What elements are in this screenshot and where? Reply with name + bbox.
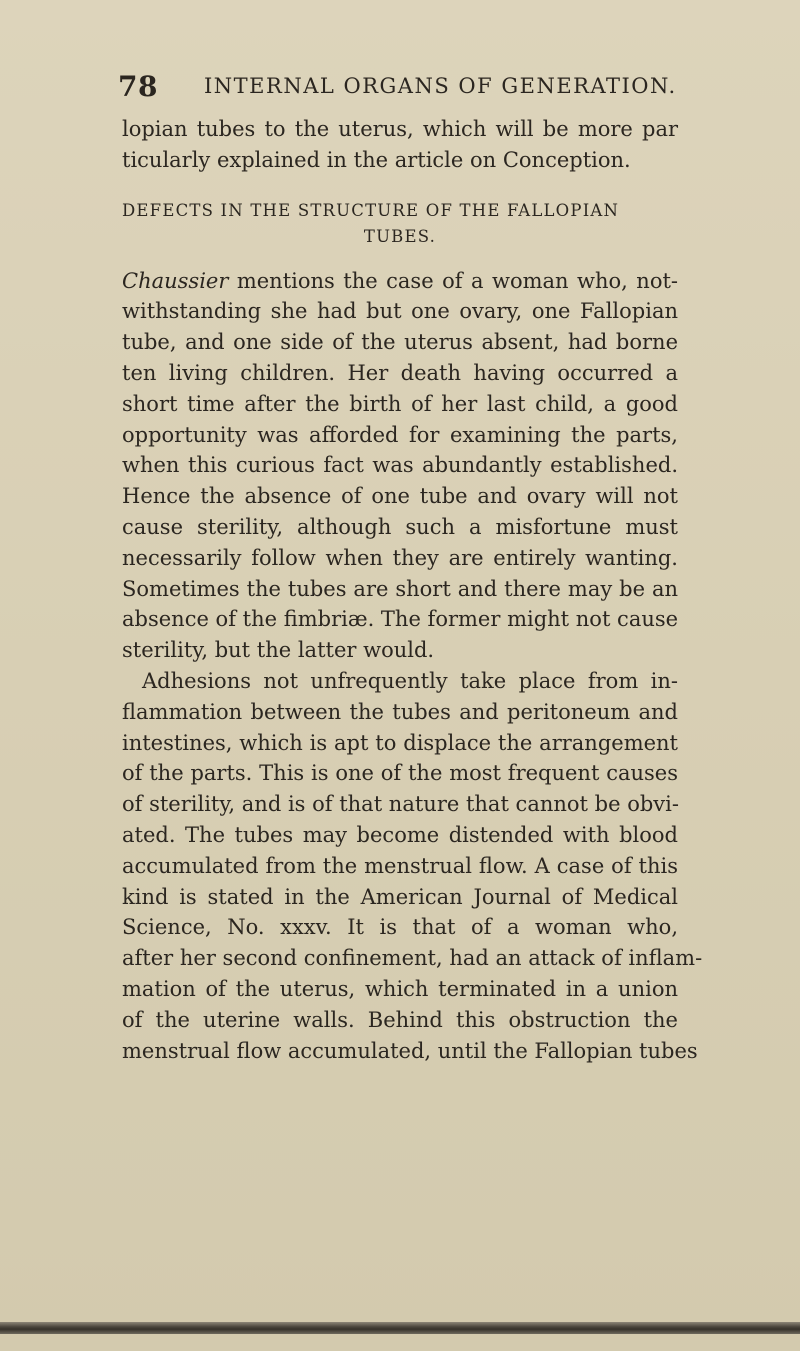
text-line: necessarily follow when they are entirely wanting. xyxy=(122,545,678,570)
text-line: of the uterine walls. Behind this obstruction the xyxy=(122,1007,678,1032)
text-line: Science, No. xxxv. It is that of a woman who, xyxy=(122,915,678,940)
text-line: lopian tubes to the uterus, which will be more par xyxy=(122,117,678,141)
text-line: ten living children. Her death having occurred a xyxy=(122,360,678,385)
text-line: ated. The tubes may become distended with blood xyxy=(122,822,678,847)
text-line: Hence the absence of one tube and ovary will not xyxy=(122,484,678,509)
section-heading-line-2: TUBES. xyxy=(363,226,437,246)
page-header xyxy=(118,70,678,110)
text-line: intestines, which is apt to displace the arrangement xyxy=(122,730,678,755)
text-line xyxy=(122,266,678,297)
running-title: INTERNAL ORGANS OF GENERATION. xyxy=(204,74,677,98)
paragraph-2 xyxy=(122,666,703,1066)
author-name: Chaussier xyxy=(122,268,229,293)
text-line: after her second confinement, had an attack of inflam- xyxy=(122,946,703,971)
text-line: opportunity was afforded for examining the parts, xyxy=(122,422,678,447)
text-line: when this curious fact was abundantly established. xyxy=(122,453,678,478)
text-line: Adhesions not unfrequently take place from in- xyxy=(142,668,678,693)
text-line: absence of the fimbriæ. The former might not cause xyxy=(122,607,679,632)
text-line: of sterility, and is of that nature that cannot be obvi- xyxy=(122,792,679,817)
text-line: flammation between the tubes and peritoneum and xyxy=(122,699,678,724)
paragraph-1 xyxy=(122,266,678,666)
text-line: kind is stated in the American Journal of Medical xyxy=(122,884,678,909)
section-heading-line-1: DEFECTS IN THE STRUCTURE OF THE FALLOPIAN xyxy=(122,200,620,220)
page-number: 78 xyxy=(118,70,158,103)
body-text xyxy=(122,114,703,1066)
text-line: sterility, but the latter would. xyxy=(122,638,435,663)
text-line: mation of the uterus, which terminated in a union xyxy=(122,976,678,1001)
text-line: short time after the birth of her last child, a good xyxy=(122,391,678,416)
section-heading xyxy=(122,198,678,250)
text-line: accumulated from the menstrual flow. A case of this xyxy=(122,853,678,878)
text-line: of the parts. This is one of the most frequent causes xyxy=(122,761,678,786)
text-line: Sometimes the tubes are short and there may be an xyxy=(122,576,678,601)
text-line: withstanding she had but one ovary, one Fallopian xyxy=(122,299,678,324)
text-line: menstrual flow accumulated, until the Fallopian tubes xyxy=(122,1038,698,1063)
page-edge-rule xyxy=(0,1322,800,1334)
first-line-rest: mentions the case of a woman who, not- xyxy=(228,268,678,293)
text-line: cause sterility, although such a misfortune must xyxy=(122,514,678,539)
text-line: tube, and one side of the uterus absent, had borne xyxy=(122,330,678,355)
text-line: ticularly explained in the article on Conception. xyxy=(122,147,631,172)
